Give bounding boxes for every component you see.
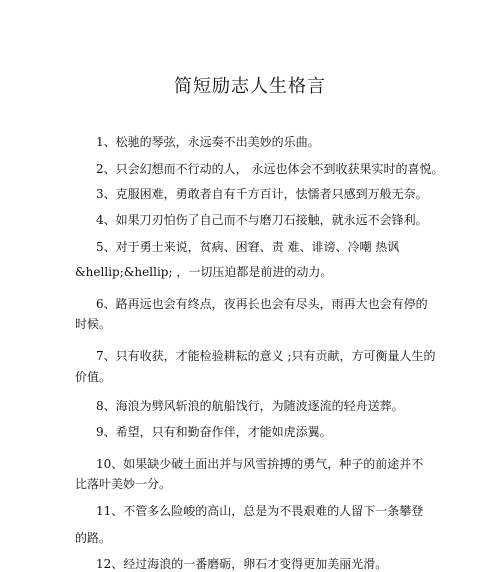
quote-line: 12、经过海浪的一番磨砺，卵石才变得更加美丽光滑。 [96,557,388,571]
quote-line: 6、路再远也会有终点，夜再长也会有尽头，雨再大也会有停的 [96,297,428,311]
quote-line: 比落叶美妙一分。 [75,477,172,491]
quote-line: 11、不管多么险峻的高山，总是为不畏艰难的人留下一条攀登 [96,504,424,518]
quote-line: 5、对于勇士来说，贫病、困窘、责 难、诽谤、冷嘲 热讽 [96,240,400,254]
quote-line: 2、只会幻想而不行动的人， 永远也体会不到收获果实时的喜悦。 [96,162,444,176]
quote-line: 1、松驰的琴弦，永远奏不出美妙的乐曲。 [96,135,320,149]
document-title: 简短励志人生格言 [174,76,326,97]
quote-line: 时候。 [75,317,112,331]
quote-line: 3、克服困难，勇敢者自有千方百计，怯懦者只感到万般无奈。 [96,187,428,201]
quote-line: 价值。 [75,370,112,384]
quote-line: 4、如果刀刃怕伤了自己而不与磨刀石接触，就永远不会锋利。 [96,213,428,227]
quote-line: &hellip;&hellip; ，一切压迫都是前进的动力。 [75,265,333,279]
quote-line: 7、只有收获，才能检验耕耘的意义 ;只有贡献，方可衡量人生的 [96,349,436,363]
quote-line: 10、如果缺少破土面出并与风雪拚搏的勇气，种子的前途并不 [96,457,424,471]
quote-line: 9、希望，只有和勤奋作伴，才能如虎添翼。 [96,425,332,439]
quote-line: 8、海浪为劈风斩浪的航船饯行，为随波逐流的轻舟送葬。 [96,399,404,413]
quote-line: 的路。 [75,531,112,545]
